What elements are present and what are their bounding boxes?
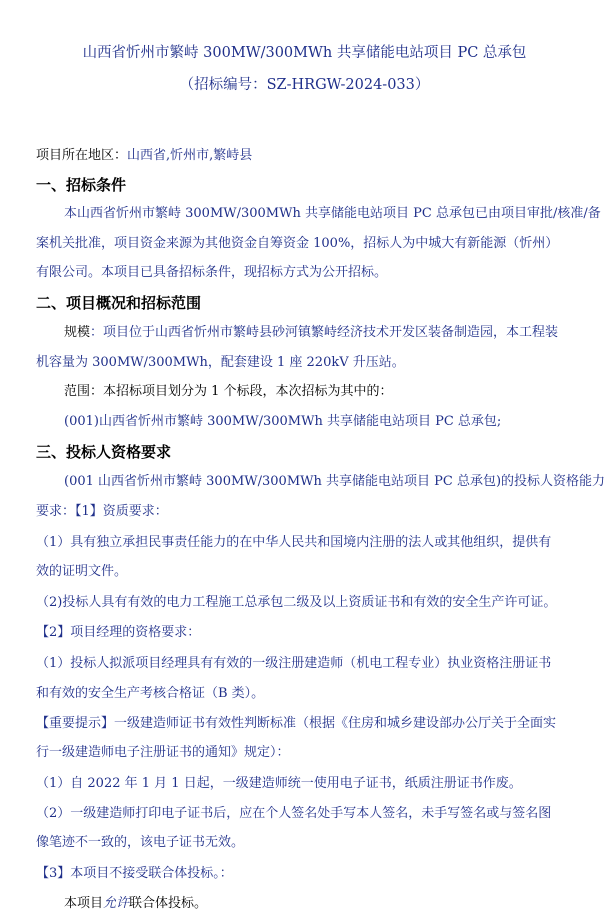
- section-heading-bidder-qualifications: 三、投标人资格要求: [36, 443, 172, 461]
- project-manager-requirements-heading: 【2】项目经理的资格要求：: [36, 625, 201, 640]
- tender-conditions-line-1: 本山西省忻州市繁峙 300MW/300MWh 共享储能电站项目 PC 总承包已由项目审批/核准/备: [64, 206, 601, 221]
- important-notice-line-2: 行一级建造师电子注册证书的通知》规定）：: [36, 745, 290, 760]
- qualifications-intro-line-1: (001 山西省忻州市繁峙 300MW/300MWh 共享储能电站项目 PC 总承包)的投标人资格能力: [64, 474, 606, 489]
- tender-conditions-line-2: 案机关批准，项目资金来源为其他资金自筹资金 100%，招标人为中城大有新能源（忻州）: [36, 236, 559, 251]
- allow-suffix: 联合体投标。: [129, 896, 208, 911]
- qualifications-intro-line-2: 要求：【1】资质要求：: [36, 504, 168, 519]
- consortium-allowed: [64, 896, 207, 912]
- important-notice-line-1: 【重要提示】一级建造师证书有效性判断标准（根据《住房和城乡建设部办公厅关于全面实: [36, 716, 557, 731]
- allow-word: 允许: [103, 896, 130, 911]
- requirement-1-line-2: 效的证明文件。: [36, 564, 128, 579]
- location-label: 项目所在地区：: [36, 148, 128, 163]
- notice-item-2-line-1: （2）一级建造师打印电子证书后，应在个人签名处手写本人签名，未手写签名或与签名图: [36, 806, 552, 821]
- tender-conditions-line-3: 有限公司。本项目已具备招标条件，现招标方式为公开招标。: [36, 265, 388, 280]
- section-heading-project-overview: 二、项目概况和招标范围: [36, 294, 202, 312]
- location-value: 山西省,忻州市,繁峙县: [127, 148, 253, 163]
- project-location: [36, 148, 252, 164]
- section-heading-tender-conditions: 一、招标条件: [36, 176, 127, 194]
- requirement-1-line-1: （1）具有独立承担民事责任能力的在中华人民共和国境内注册的法人或其他组织，提供有: [36, 535, 552, 550]
- document-title: 山西省忻州市繁峙 300MW/300MWh 共享储能电站项目 PC 总承包: [82, 45, 527, 61]
- project-scale-line-2: 机容量为 300MW/300MWh，配套建设 1 座 220kV 升压站。: [36, 355, 405, 370]
- tender-number: （招标编号：SZ-HRGW-2024-033）: [179, 77, 430, 93]
- consortium-statement: 【3】本项目不接受联合体投标。：: [36, 866, 233, 881]
- project-scope: 范围：本招标项目划分为 1 个标段，本次招标为其中的：: [64, 384, 393, 399]
- project-manager-requirement-line-2: 和有效的安全生产考核合格证（B 类）。: [36, 686, 265, 701]
- scale-text: ：项目位于山西省忻州市繁峙县砂河镇繁峙经济技术开发区装备制造园，本工程装: [90, 325, 559, 340]
- project-manager-requirement-line-1: （1）投标人拟派项目经理具有有效的一级注册建造师（机电工程专业）执业资格注册证书: [36, 656, 552, 671]
- requirement-2: （2)投标人具有有效的电力工程施工总承包二级及以上资质证书和有效的安全生产许可证。: [36, 595, 557, 610]
- lot-description: (001)山西省忻州市繁峙 300MW/300MWh 共享储能电站项目 PC 总承包;: [64, 414, 502, 429]
- scale-label: 规模: [64, 325, 91, 340]
- notice-item-2-line-2: 像笔迹不一致的，该电子证书无效。: [36, 835, 245, 850]
- allow-prefix: 本项目: [64, 896, 104, 911]
- project-scale-line-1: [64, 325, 558, 341]
- notice-item-1: （1）自 2022 年 1 月 1 日起，一级建造师统一使用电子证书，纸质注册证书作废。: [36, 776, 522, 791]
